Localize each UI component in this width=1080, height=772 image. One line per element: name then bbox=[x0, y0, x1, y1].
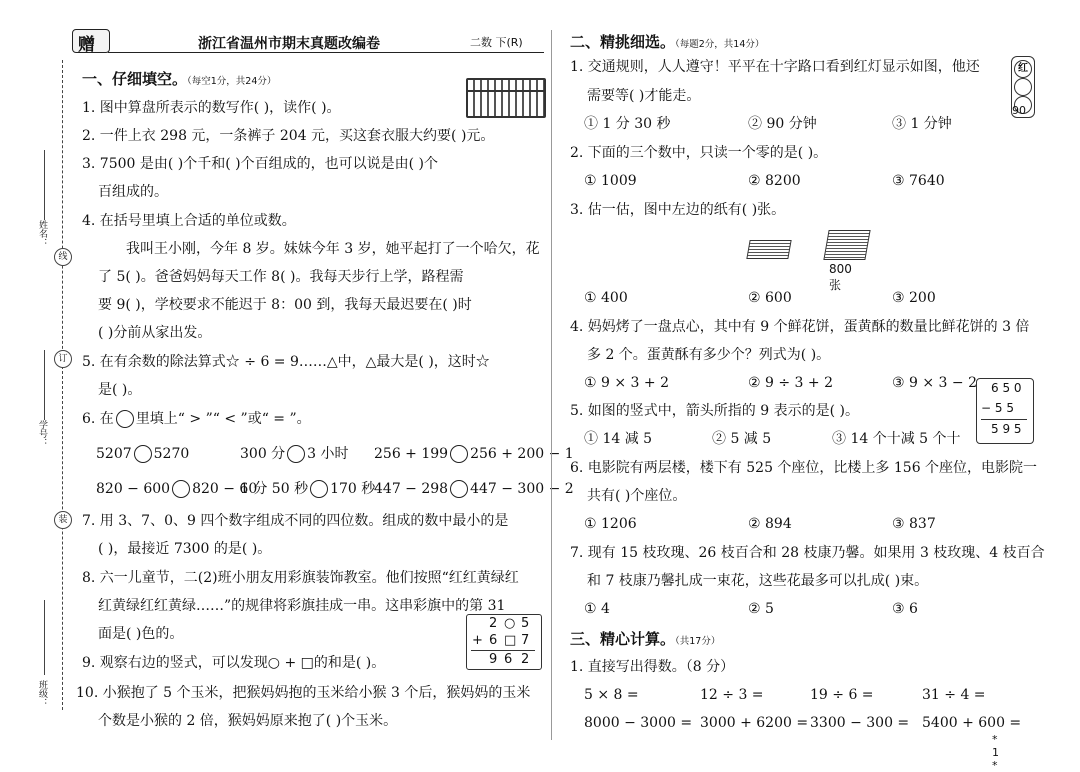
paper-stack-small-icon bbox=[746, 240, 791, 259]
r-q2-opt-2[interactable]: ② 8200 bbox=[748, 173, 801, 189]
r-q1-opt-2[interactable]: ② 90 分钟 bbox=[748, 116, 817, 132]
header-rule bbox=[108, 52, 544, 53]
r-q7-opt-3[interactable]: ③ 6 bbox=[892, 601, 918, 617]
calc-2-1: 8000 − 3000 = bbox=[584, 715, 693, 731]
compare-circle-icon[interactable] bbox=[310, 480, 328, 498]
r-q4-opt-2[interactable]: ② 9 ÷ 3 + 2 bbox=[748, 375, 833, 391]
r-q6-opt-2[interactable]: ② 894 bbox=[748, 516, 792, 532]
r-q7-opt-1[interactable]: ① 4 bbox=[584, 601, 610, 617]
q7-cont: ( )，最接近 7300 的是( )。 bbox=[98, 541, 272, 557]
paper-label: 800张 bbox=[829, 262, 852, 292]
calc-1-3: 19 ÷ 6 = bbox=[810, 687, 874, 703]
calc-title: 1. 直接写出得数。（8 分） bbox=[570, 659, 735, 675]
compare-circle-icon[interactable] bbox=[450, 480, 468, 498]
q9: 9. 观察右边的竖式，可以发现○ + □的和是( )。 bbox=[82, 655, 386, 671]
q5-cont: 是( )。 bbox=[98, 382, 142, 398]
xian-mark: 线 bbox=[54, 248, 72, 266]
compare-4: 820 − 600 820 − 60 bbox=[96, 481, 258, 497]
q3-cont: 百组成的。 bbox=[98, 184, 168, 200]
paper-stack-large-icon bbox=[823, 230, 870, 260]
r-q6-opt-1[interactable]: ① 1206 bbox=[584, 516, 637, 532]
r-q2-opt-1[interactable]: ① 1009 bbox=[584, 173, 637, 189]
q7: 7. 用 3、7、0、9 四个数字组成不同的四位数。组成的数中最小的是 bbox=[82, 513, 509, 529]
compare-circle-icon[interactable] bbox=[450, 445, 468, 463]
number-line bbox=[44, 350, 45, 420]
page-title: 浙江省温州市期末真题改编卷 bbox=[198, 36, 380, 52]
calc-2-2: 3000 + 6200 = bbox=[700, 715, 809, 731]
r-q6-cont: 共有( )个座位。 bbox=[587, 488, 687, 504]
r-q7: 7. 现有 15 枝玫瑰、26 枝百合和 28 枝康乃馨。如果用 3 枝玫瑰、4 枝百合 bbox=[570, 545, 1045, 561]
r-q1-opt-1[interactable]: ① 1 分 30 秒 bbox=[584, 116, 671, 132]
q1: 1. 图中算盘所表示的数写作( )，读作( )。 bbox=[82, 100, 341, 116]
compare-circle-icon[interactable] bbox=[287, 445, 305, 463]
name-line bbox=[44, 150, 45, 220]
r-q7-cont: 和 7 枝康乃馨扎成一束花，这些花最多可以扎成( )束。 bbox=[587, 573, 929, 589]
compare-circle-icon[interactable] bbox=[134, 445, 152, 463]
compare-circle-icon[interactable] bbox=[172, 480, 190, 498]
section-3-title: 三、精心计算。（共17分） bbox=[570, 630, 721, 648]
q4-story-4: ( )分前从家出发。 bbox=[98, 325, 212, 341]
vertical-addition: 2 ○ 5 + 6 □ 7 9 6 2 bbox=[466, 614, 542, 670]
column-divider bbox=[551, 30, 552, 740]
class-label: 班级： bbox=[37, 680, 47, 707]
r-q4-opt-3[interactable]: ③ 9 × 3 − 2 bbox=[892, 375, 977, 391]
class-line bbox=[44, 600, 45, 675]
r-q3: 3. 估一估，图中左边的纸有( )张。 bbox=[570, 202, 786, 218]
r-q6: 6. 电影院有两层楼，楼下有 525 个座位，比楼上多 156 个座位，电影院一 bbox=[570, 460, 1038, 476]
q6: 6. 在 里填上“ > ”“ < ”或“ = ”。 bbox=[82, 411, 311, 427]
q4: 4. 在括号里填上合适的单位或数。 bbox=[82, 213, 296, 229]
q10-cont: 个数是小猴的 2 倍，猴妈妈原来抱了( )个玉米。 bbox=[98, 713, 398, 729]
compare-circle-icon bbox=[116, 410, 134, 428]
number-label: 学号： bbox=[37, 420, 47, 447]
q4-story-2: 了 5( )。爸爸妈妈每天工作 8( )。我每天步行上学，路程需 bbox=[98, 269, 464, 285]
section-2-title: 二、精挑细选。（每题2分，共14分） bbox=[570, 33, 765, 51]
compare-3: 256 + 199 256 + 200 − 1 bbox=[374, 446, 574, 462]
q8: 8. 六一儿童节，二(2)班小朋友用彩旗装饰教室。他们按照“红红黄绿红 bbox=[82, 570, 519, 586]
name-label: 姓名： bbox=[37, 220, 47, 247]
calc-2-3: 3300 − 300 = bbox=[810, 715, 910, 731]
r-q1: 1. 交通规则，人人遵守！平平在十字路口看到红灯显示如图，他还 bbox=[570, 59, 980, 75]
binding-margin bbox=[20, 60, 70, 720]
q4-story-3: 要 9( )，学校要求不能迟于 8：00 到，我每天最迟要在( )时 bbox=[98, 297, 472, 313]
page-number: * 1 * bbox=[992, 733, 999, 772]
q10: 10. 小猴抱了 5 个玉米，把猴妈妈抱的玉米给小猴 3 个后，猴妈妈的玉米 bbox=[76, 685, 531, 701]
r-q2-opt-3[interactable]: ③ 7640 bbox=[892, 173, 945, 189]
r-q5-opt-3[interactable]: ③ 14 个十减 5 个十 bbox=[832, 431, 961, 447]
zhuang-mark: 装 bbox=[54, 511, 72, 529]
gift-badge-label: 赠 bbox=[78, 35, 95, 55]
grade-label: 二数 下(R) bbox=[470, 36, 523, 49]
q2: 2. 一件上衣 298 元，一条裤子 204 元，买这套衣服大约要( )元。 bbox=[82, 128, 495, 144]
compare-2: 300 分 3 小时 bbox=[240, 446, 349, 462]
q4-story-1: 我叫王小刚，今年 8 岁。妹妹今年 3 岁，她平起打了一个哈欠，花 bbox=[126, 241, 540, 257]
q8-cont-2: 面是( )色的。 bbox=[98, 626, 184, 642]
r-q4-cont: 多 2 个。蛋黄酥有多少个？列式为( )。 bbox=[587, 347, 831, 363]
abacus-image bbox=[466, 78, 546, 118]
r-q4: 4. 妈妈烤了一盘点心，其中有 9 个鲜花饼，蛋黄酥的数量比鲜花饼的 3 倍 bbox=[570, 319, 1030, 335]
r-q4-opt-1[interactable]: ① 9 × 3 + 2 bbox=[584, 375, 669, 391]
q8-cont-1: 红黄绿红红黄绿……”的规律将彩旗挂成一串。这串彩旗中的第 31 bbox=[98, 598, 506, 614]
ding-mark: 订 bbox=[54, 350, 72, 368]
traffic-light-icon: 红 bbox=[1011, 56, 1035, 118]
r-q6-opt-3[interactable]: ③ 837 bbox=[892, 516, 936, 532]
binding-line bbox=[62, 60, 63, 710]
r-q1-opt-3[interactable]: ③ 1 分钟 bbox=[892, 116, 952, 132]
q5: 5. 在有余数的除法算式☆ ÷ 6 = 9……△中，△最大是( )，这时☆ bbox=[82, 354, 490, 370]
subtraction-vertical: 6 5 0 − 5 5 5 9 5 bbox=[976, 378, 1034, 444]
traffic-light-count: 90 bbox=[1012, 104, 1026, 117]
r-q5-opt-2[interactable]: ② 5 减 5 bbox=[712, 431, 772, 447]
compare-5: 1 分 50 秒 170 秒 bbox=[240, 481, 376, 497]
r-q7-opt-2[interactable]: ② 5 bbox=[748, 601, 774, 617]
compare-6: 447 − 298 447 − 300 − 2 bbox=[374, 481, 574, 497]
calc-1-4: 31 ÷ 4 = bbox=[922, 687, 986, 703]
q3: 3. 7500 是由( )个千和( )个百组成的，也可以说是由( )个 bbox=[82, 156, 439, 172]
r-q3-opt-2[interactable]: ② 600 bbox=[748, 290, 792, 306]
r-q5: 5. 如图的竖式中，箭头所指的 9 表示的是( )。 bbox=[570, 403, 859, 419]
r-q3-opt-3[interactable]: ③ 200 bbox=[892, 290, 936, 306]
r-q1-cont: 需要等( )才能走。 bbox=[587, 88, 701, 104]
compare-1: 5207 5270 bbox=[96, 446, 190, 462]
section-1-title: 一、仔细填空。（每空1分，共24分） bbox=[82, 70, 277, 88]
calc-1-1: 5 × 8 = bbox=[584, 687, 639, 703]
r-q2: 2. 下面的三个数中，只读一个零的是( )。 bbox=[570, 145, 828, 161]
r-q3-opt-1[interactable]: ① 400 bbox=[584, 290, 628, 306]
header bbox=[72, 28, 544, 54]
calc-1-2: 12 ÷ 3 = bbox=[700, 687, 764, 703]
r-q5-opt-1[interactable]: ① 14 减 5 bbox=[584, 431, 653, 447]
calc-2-4: 5400 + 600 = bbox=[922, 715, 1022, 731]
